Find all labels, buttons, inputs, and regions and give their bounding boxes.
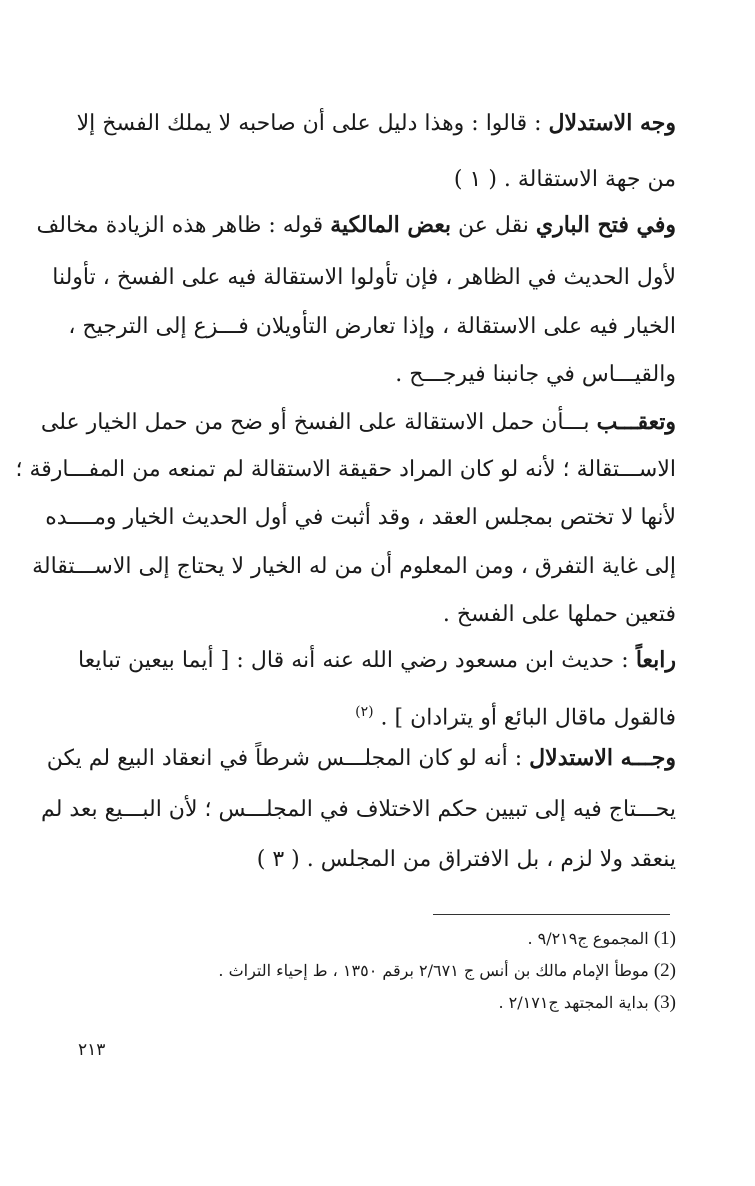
text-line-7-content: بـــأن حمل الاستقالة على الفسخ أو ضح من حمل الخيار على bbox=[40, 410, 597, 435]
text-line-4-content: لأول الحديث في الظاهر ، فإن تأولوا الاستقالة فيه على الفسخ ، تأولنا bbox=[52, 265, 676, 290]
text-line-6 bbox=[78, 360, 676, 390]
text-line-15 bbox=[41, 795, 676, 825]
term-bad-almalikiyya: بعض المالكية bbox=[330, 212, 452, 238]
term-wajh-alistidlal-2: وجـــه الاستدلال bbox=[529, 745, 676, 771]
text-line-14-content: : أنه لو كان المجلـــس شرطاً في انعقاد البيع لم يكن bbox=[46, 746, 530, 771]
text-line-3-mid: نقل عن bbox=[451, 213, 536, 238]
text-line-2-content: من جهة الاستقالة . ( ١ ) bbox=[453, 167, 676, 192]
footnote-3 bbox=[78, 992, 676, 1014]
text-line-9-content: لأنها لا تختص بمجلس العقد ، وقد أثبت في أول الحديث الخيار ومــــده bbox=[45, 505, 676, 530]
text-line-8-content: الاســـتقالة ؛ لأنه لو كان المراد حقيقة الاستقالة لم تمنعه من المفـــارقة ؛ bbox=[15, 457, 676, 482]
text-line-1-content: : قالوا : وهذا دليل على أن صاحبه لا يملك الفسخ إلا bbox=[76, 111, 549, 136]
footnote-divider bbox=[433, 914, 670, 915]
text-line-7 bbox=[40, 407, 676, 438]
text-line-6-content: والقيـــاس في جانبنا فيرجـــح . bbox=[395, 362, 676, 387]
term-wajh-alistidlal: وجه الاستدلال bbox=[548, 110, 676, 136]
text-line-12-content: : حديث ابن مسعود رضي الله عنه أنه قال : [ أيما بيعين تبايعا bbox=[78, 648, 636, 673]
text-line-1 bbox=[78, 108, 676, 139]
text-line-13-content: فالقول ماقال البائع أو يترادان ] . bbox=[373, 705, 676, 731]
footnote-1 bbox=[78, 928, 676, 950]
text-line-16-content: ينعقد ولا لزم ، بل الافتراق من المجلس . ( ٣ ) bbox=[256, 847, 676, 872]
footnote-1-number: (1) bbox=[653, 928, 676, 949]
footnote-2 bbox=[78, 960, 676, 982]
text-line-3-content: قوله : ظاهر هذه الزيادة مخالف bbox=[36, 213, 331, 238]
text-line-9 bbox=[45, 503, 676, 533]
term-fath-albari: وفي فتح الباري bbox=[535, 212, 676, 238]
footnote-2-number: (2) bbox=[653, 960, 676, 981]
footnote-1-text: المجموع ج٩/٢١٩ . bbox=[527, 929, 654, 948]
text-line-8 bbox=[15, 455, 676, 485]
text-line-15-content: يحـــتاج فيه إلى تبيين حكم الاختلاف في المجلـــس ؛ لأن البـــيع بعد لم bbox=[41, 797, 676, 822]
text-line-11-content: فتعين حملها على الفسخ . bbox=[442, 602, 676, 627]
text-line-16 bbox=[78, 845, 676, 875]
footnote-3-text: بداية المجتهد ج٢/١٧١ . bbox=[498, 993, 654, 1012]
text-line-4 bbox=[52, 263, 676, 293]
term-rabian: رابعاً bbox=[635, 647, 676, 673]
text-line-3 bbox=[36, 210, 676, 241]
text-line-10-content: إلى غاية التفرق ، ومن المعلوم أن من له الخيار لا يحتاج إلى الاســـتقالة bbox=[32, 554, 676, 579]
term-taaqqub: وتعقـــب bbox=[596, 409, 676, 435]
footnote-ref-2: (٢) bbox=[355, 704, 374, 720]
text-line-11 bbox=[78, 600, 676, 630]
text-line-14 bbox=[46, 743, 676, 774]
text-line-5 bbox=[68, 312, 676, 342]
text-line-5-content: الخيار فيه على الاستقالة ، وإذا تعارض التأويلان فـــزع إلى الترجيح ، bbox=[68, 314, 676, 339]
text-line-13 bbox=[78, 697, 676, 733]
footnote-3-number: (3) bbox=[653, 992, 676, 1013]
page-number: ٢١٣ bbox=[78, 1040, 106, 1060]
footnote-2-text: موطأ الإمام مالك بن أنس ج ٢/٦٧١ برقم ١٣٥٠ ، ط إحياء التراث . bbox=[218, 961, 654, 980]
text-line-10 bbox=[32, 552, 676, 582]
text-line-2 bbox=[78, 165, 676, 195]
text-line-12 bbox=[78, 645, 676, 676]
